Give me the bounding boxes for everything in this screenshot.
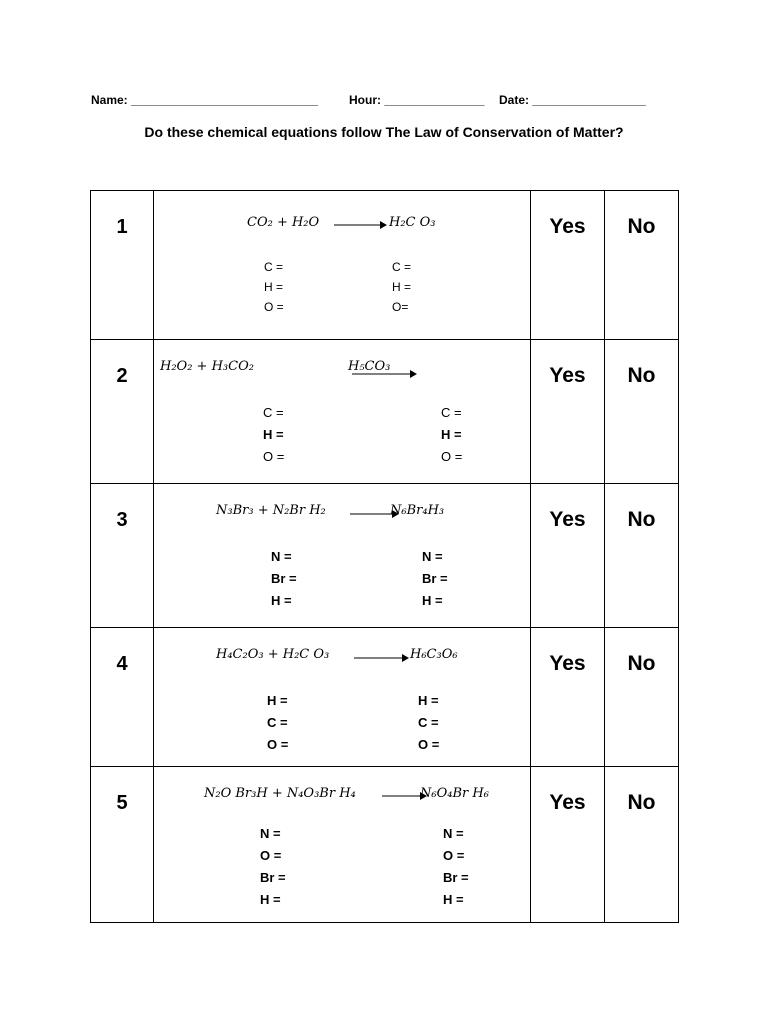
arrow-icon	[332, 215, 388, 235]
no-cell[interactable]	[605, 484, 679, 628]
reactant-atom-counts	[264, 257, 284, 317]
equation-products: H₂C O₃	[389, 215, 436, 230]
atom-count-label: O =	[260, 848, 282, 863]
hour-field[interactable]: Hour: _______________	[349, 93, 485, 107]
atom-count-label: H =	[392, 280, 412, 294]
equation-products: N₆Br₄H₃	[390, 503, 445, 518]
product-atom-counts	[392, 257, 411, 317]
product-atom-counts	[441, 402, 462, 468]
atom-count-label: O =	[263, 449, 285, 464]
atom-count-label: H =	[263, 427, 284, 442]
table-row	[91, 767, 679, 923]
table-row	[91, 628, 679, 767]
no-cell[interactable]	[605, 340, 679, 484]
atom-count-label: O =	[264, 300, 284, 314]
chemical-equation	[154, 786, 530, 816]
product-atom-counts	[443, 823, 469, 911]
atom-count-label: Br =	[422, 571, 448, 586]
yes-option[interactable]: Yes	[549, 791, 586, 814]
equation-reactants: H₂O₂ + H₃CO₂	[160, 359, 254, 374]
no-option[interactable]: No	[627, 652, 656, 675]
row-number-cell	[91, 628, 154, 767]
atom-count-label: H =	[443, 892, 464, 907]
atom-count-label: C =	[267, 715, 288, 730]
name-field[interactable]: Name: ____________________________	[91, 93, 318, 107]
atom-count-label: C =	[392, 260, 412, 274]
no-option[interactable]: No	[627, 791, 656, 814]
page-title: Do these chemical equations follow The Law of Conservation of Matter?	[144, 124, 624, 140]
reactant-atom-counts	[260, 823, 286, 911]
yes-option[interactable]: Yes	[549, 215, 586, 238]
row-number-cell	[91, 484, 154, 628]
equation-cell	[154, 340, 531, 484]
atom-count-label: H =	[264, 280, 284, 294]
equation-reactants: CO₂ + H₂O	[247, 215, 320, 230]
reactant-atom-counts	[271, 546, 297, 612]
atom-count-label: H =	[267, 693, 288, 708]
yes-cell[interactable]	[531, 484, 605, 628]
equations-table	[90, 190, 679, 923]
row-number: 2	[116, 365, 128, 387]
atom-count-label: C =	[263, 405, 284, 420]
chemical-equation	[154, 215, 530, 245]
equation-reactants: H₄C₂O₃ + H₂C O₃	[216, 647, 330, 662]
no-cell[interactable]	[605, 767, 679, 923]
equation-cell	[154, 191, 531, 340]
no-cell[interactable]	[605, 628, 679, 767]
chemical-equation	[154, 359, 530, 389]
no-cell[interactable]	[605, 191, 679, 340]
table-row	[91, 484, 679, 628]
yes-option[interactable]: Yes	[549, 652, 586, 675]
equation-cell	[154, 628, 531, 767]
atom-count-label: C =	[418, 715, 439, 730]
worksheet-header	[0, 93, 768, 111]
atom-count-label: N =	[271, 549, 292, 564]
yes-cell[interactable]	[531, 191, 605, 340]
row-number: 1	[116, 216, 128, 238]
atom-count-label: C =	[441, 405, 462, 420]
product-atom-counts	[418, 690, 439, 756]
arrow-icon	[352, 359, 418, 379]
no-option[interactable]: No	[627, 215, 656, 238]
row-number: 3	[116, 509, 128, 531]
yes-cell[interactable]	[531, 628, 605, 767]
atom-count-label: O =	[441, 449, 463, 464]
date-field[interactable]: Date: _________________	[499, 93, 646, 107]
chemical-equation	[154, 647, 530, 677]
row-number-cell	[91, 191, 154, 340]
atom-count-label: H =	[441, 427, 462, 442]
atom-count-label: N =	[260, 826, 281, 841]
product-atom-counts	[422, 546, 448, 612]
equation-products: N₆O₄Br H₆	[420, 786, 489, 801]
no-option[interactable]: No	[627, 364, 656, 387]
atom-count-label: H =	[271, 593, 292, 608]
atom-count-label: O =	[443, 848, 465, 863]
atom-count-label: Br =	[260, 870, 286, 885]
atom-count-label: Br =	[271, 571, 297, 586]
row-number: 4	[116, 653, 128, 675]
atom-count-label: H =	[422, 593, 443, 608]
row-number: 5	[116, 792, 128, 814]
equation-products: H₆C₃O₆	[410, 647, 458, 662]
yes-option[interactable]: Yes	[549, 508, 586, 531]
yes-cell[interactable]	[531, 340, 605, 484]
arrow-icon	[354, 647, 410, 667]
atom-count-label: H =	[418, 693, 439, 708]
table-row	[91, 191, 679, 340]
equation-cell	[154, 767, 531, 923]
atom-count-label: N =	[422, 549, 443, 564]
atom-count-label: H =	[260, 892, 281, 907]
equation-reactants: N₂O Br₃H + N₄O₃Br H₄	[204, 786, 356, 801]
atom-count-label: C =	[264, 260, 284, 274]
yes-option[interactable]: Yes	[549, 364, 586, 387]
row-number-cell	[91, 340, 154, 484]
equation-cell	[154, 484, 531, 628]
yes-cell[interactable]	[531, 767, 605, 923]
row-number-cell	[91, 767, 154, 923]
atom-count-label: O =	[418, 737, 440, 752]
reactant-atom-counts	[267, 690, 288, 756]
atom-count-label: Br =	[443, 870, 469, 885]
chemical-equation	[154, 503, 530, 533]
atom-count-label: O =	[267, 737, 289, 752]
reactant-atom-counts	[263, 402, 284, 468]
no-option[interactable]: No	[627, 508, 656, 531]
atom-count-label: N =	[443, 826, 464, 841]
equation-reactants: N₃Br₃ + N₂Br H₂	[216, 503, 326, 518]
table-row	[91, 340, 679, 484]
atom-count-label: O=	[392, 300, 409, 314]
equation-products: H₅CO₃	[348, 359, 391, 374]
